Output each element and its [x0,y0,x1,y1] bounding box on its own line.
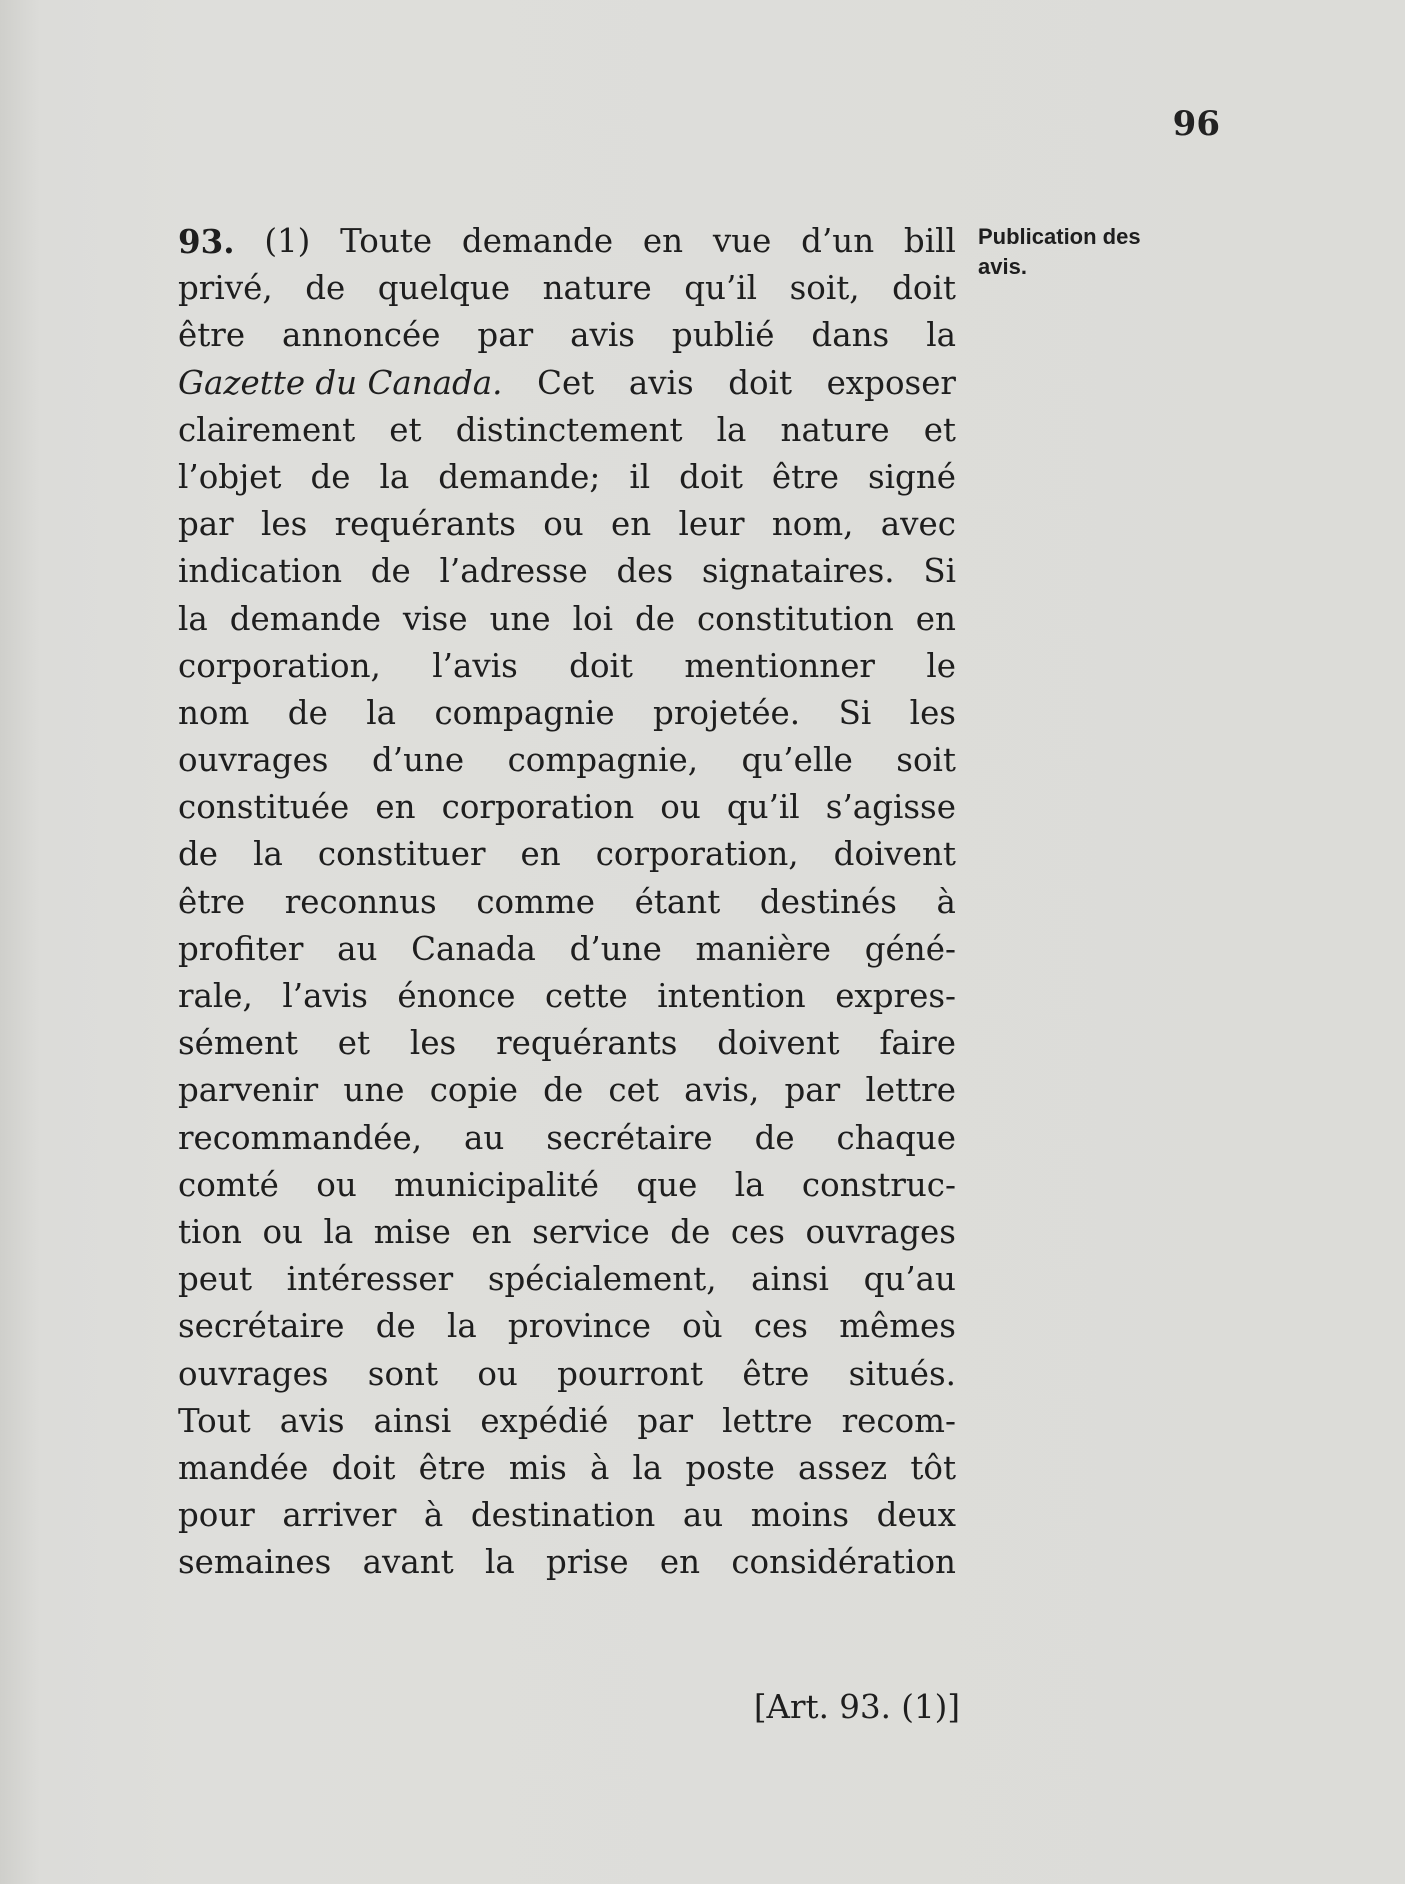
word: demande [461,222,614,260]
word: de [370,552,411,591]
word: de [375,1307,416,1346]
word: mis [508,1448,567,1487]
word: de [310,457,351,496]
text-line [178,312,956,359]
word: nom, [771,505,854,544]
word: le [926,646,956,685]
word: chaque [836,1118,956,1157]
word: assez [798,1448,888,1487]
word: semaines [178,1543,332,1582]
word: d’une [569,929,662,968]
word: secrétaire [546,1118,713,1157]
text-line [178,1115,956,1162]
word: de [287,693,328,732]
word: de [670,1212,711,1251]
word: poste [685,1448,775,1487]
word: la [926,316,956,355]
word: situés. [848,1354,956,1393]
word: la [323,1212,354,1251]
word: soit, [789,269,860,308]
article-body [178,218,956,1586]
text-line [178,737,956,784]
text-line [178,831,956,878]
word: que [636,1165,698,1204]
word: expédié [480,1401,609,1440]
article-reference: [Art. 93. (1)] [753,1688,960,1726]
word: les [261,505,308,544]
word: considération [731,1543,956,1582]
word: avis [628,363,694,402]
text-line [178,1256,956,1303]
word: qu’il [726,788,800,827]
word: compagnie, [507,741,699,780]
word: ou [262,1212,303,1251]
text-line [178,879,956,926]
text-line [178,1351,956,1398]
word: deux [876,1496,956,1535]
word: corporation [441,788,635,827]
word: ainsi [751,1260,829,1299]
text-line [178,454,956,501]
word: une [489,599,551,638]
word: intéresser [286,1260,454,1299]
word: spécialement, [487,1260,717,1299]
word: la [253,835,283,874]
word: manière [695,929,832,968]
word: énonce [397,977,516,1015]
word: la [178,599,208,638]
word: indication [178,552,343,591]
word: avis [570,316,635,355]
word: recommandée, [178,1118,423,1157]
word: sément [178,1024,298,1063]
word: quelque [377,269,511,308]
word: être [178,882,246,921]
marginal-note [978,222,1188,282]
word: distinctement [455,410,683,449]
word: service [532,1212,650,1251]
word: l’avis [432,646,518,685]
word: sont [367,1354,439,1393]
word: faire [879,1024,956,1063]
word: recom- [841,1401,956,1440]
word: doit [679,457,743,496]
word: être [771,457,839,496]
word: à [589,1448,610,1487]
word: corporation, [595,835,799,874]
word: ouvrages [178,741,329,780]
word: copie [429,1071,518,1110]
word: qu’il [684,269,758,308]
word: parvenir [178,1071,319,1110]
word: d’une [371,741,465,780]
article-number: 93. [178,222,235,261]
word: les [409,1024,457,1063]
word: la [379,457,410,496]
word: être [178,316,246,355]
word: Toute [340,222,433,260]
word: destinés [759,882,897,921]
word: lettre [722,1401,813,1440]
text-line [178,926,956,973]
word: en [520,835,561,874]
word: reconnus [284,882,437,921]
word: signé [867,457,956,496]
word: il [629,457,651,496]
word: au [337,929,378,968]
word: avis, [684,1071,760,1110]
word: pour [178,1496,255,1535]
word: loi [572,599,613,638]
text-line [178,596,956,643]
word: tion [178,1212,242,1251]
word: ouvrages [178,1354,329,1393]
word: ou [477,1354,518,1393]
text-line [178,1398,956,1445]
word: la [632,1448,663,1487]
text-line [178,407,956,454]
word: doivent [833,835,956,874]
word: avant [362,1543,454,1582]
word: constitution [696,599,894,638]
word: projetée. [653,693,801,732]
word: par [477,316,534,355]
word: géné- [864,929,956,968]
text-line [178,218,956,265]
text-line [178,360,956,407]
word: bill [903,222,956,260]
word: de [754,1118,795,1157]
word: par [178,505,234,544]
text-line [178,1492,956,1539]
text-line [178,1020,956,1067]
word: compagnie [434,693,615,732]
text-line [178,690,956,737]
word: par [784,1071,841,1110]
word: doit [569,646,633,685]
word: à [936,882,956,921]
word: nom [178,693,250,732]
word: ou [543,505,584,544]
word: l’adresse [439,552,588,591]
marginal-note-line-2: avis. [978,254,1027,279]
word: à [423,1496,444,1535]
word: demande; [438,457,601,496]
word: profiter [178,929,304,968]
word: publié [671,316,775,355]
text-line [178,1539,956,1586]
word: une [343,1071,405,1110]
word: de [178,835,219,874]
marginal-note-line-1: Publication des [978,224,1141,249]
word: nature [780,410,890,449]
word: qu’elle [741,741,853,780]
word: mentionner [684,646,875,685]
text-line [178,1303,956,1350]
word: municipalité [394,1165,600,1204]
word: doit [892,269,956,308]
word: étant [634,882,721,921]
word: Si [923,552,956,591]
word: au [682,1496,724,1535]
text-line [178,1445,956,1492]
word: clairement [178,410,356,449]
word: constituée [178,788,350,827]
word: qu’au [863,1260,956,1299]
word: intention [657,977,806,1015]
gazette-title: Gazette du Canada. [178,363,503,402]
word: lettre [865,1071,956,1110]
text-line [178,1209,956,1256]
word: en [915,599,956,638]
word: la [734,1165,765,1204]
word: en [642,222,684,260]
word: l’objet [178,457,282,496]
text-line [178,548,956,595]
word: par [637,1401,694,1440]
word: leur [678,505,745,544]
word: secrétaire [178,1307,345,1346]
word: comté [178,1165,279,1204]
word: les [909,693,956,732]
word: expres- [835,977,956,1015]
word: mêmes [839,1307,956,1346]
word: tôt [910,1448,956,1487]
word: peut [178,1260,253,1299]
word: et [923,410,956,449]
word: la [484,1543,515,1582]
word: avec [880,505,956,544]
word: ainsi [373,1401,452,1440]
text-line [178,501,956,548]
word: Cet [537,363,595,402]
word: Si [838,693,872,732]
word: en [610,505,652,544]
word: signataires. [701,552,895,591]
word: prise [545,1543,629,1582]
word: moins [750,1496,850,1535]
word: au [463,1118,505,1157]
word: l’avis [282,977,368,1015]
text-line [178,1162,956,1209]
word: de [305,269,346,308]
word: requérants [496,1024,678,1063]
word: doit [331,1448,396,1487]
word: ou [660,788,701,827]
word: être [418,1448,486,1487]
word: requérants [334,505,516,544]
word: cet [608,1071,659,1110]
word: s’agisse [825,788,956,827]
word: la [716,410,747,449]
word: exposer [826,363,956,402]
word: rale, [178,977,253,1015]
word: pourront [557,1354,704,1393]
word: constituer [317,835,486,874]
word: ces [730,1212,785,1251]
word: arriver [282,1496,397,1535]
word: vue [712,222,772,260]
text-line [178,265,956,312]
word: d’un [801,222,875,260]
word: des [616,552,674,591]
word: la [446,1307,477,1346]
word: vise [402,599,468,638]
word: ces [753,1307,808,1346]
word: être [742,1354,810,1393]
word: destination [470,1496,656,1535]
word: demande [229,599,381,638]
word: doivent [717,1024,840,1063]
page-number: 96 [1172,104,1220,144]
text-line [178,784,956,831]
word: cette [544,977,628,1015]
word: privé, [178,269,273,308]
word: et [389,410,422,449]
text-line [178,1067,956,1114]
word: de [543,1071,584,1110]
word: mandée [178,1448,309,1487]
word: de [634,599,676,638]
word: soit [896,741,956,780]
word: la [366,693,397,732]
word: mise [373,1212,451,1251]
word: annoncée [282,316,441,355]
word: construc- [801,1165,956,1204]
word: avis [279,1401,345,1440]
word: comme [476,882,595,921]
word: Canada [411,929,536,968]
word: corporation, [178,646,381,685]
word: doit [728,363,793,402]
word: province [507,1307,651,1346]
word: ou [316,1165,357,1204]
word: en [375,788,416,827]
word: Tout [178,1401,251,1440]
word: où [682,1307,723,1346]
word: dans [811,316,890,355]
word: ouvrages [805,1212,956,1251]
word: nature [542,269,652,308]
word: (1) [264,222,311,260]
word: et [337,1024,371,1063]
word: en [659,1543,701,1582]
word: en [471,1212,512,1251]
text-line [178,973,956,1020]
text-line [178,643,956,690]
